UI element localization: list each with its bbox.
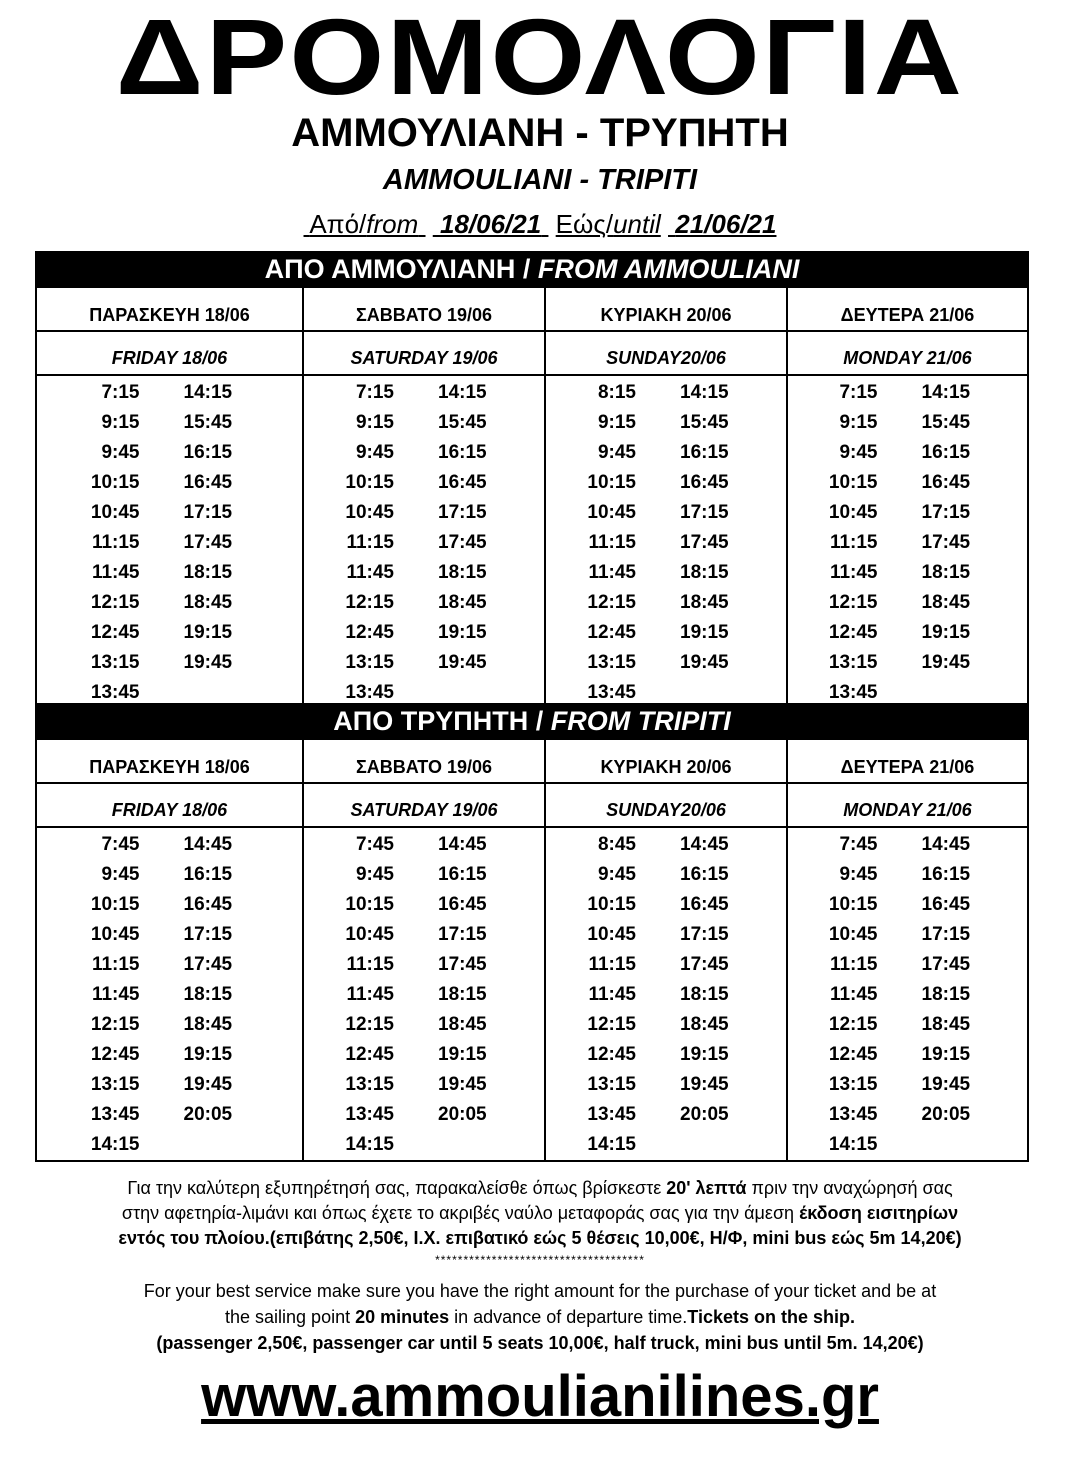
departure-time: 12:45 — [90, 1044, 140, 1065]
day-header-greek: ΔΕΥΤΕΡΑ 21/06 — [788, 288, 1027, 332]
departure-time: 19:15 — [438, 1044, 487, 1065]
departure-times-left — [37, 378, 170, 708]
departure-time: 12:45 — [828, 622, 878, 643]
departure-time: 12:45 — [587, 622, 636, 643]
departure-times-right — [908, 378, 1028, 708]
departure-time: 12:45 — [345, 622, 394, 643]
departure-time: 12:15 — [828, 592, 878, 613]
departure-time: 13:45 — [345, 682, 394, 703]
departure-time: 9:45 — [597, 442, 636, 463]
departure-time: 11:45 — [588, 562, 636, 583]
notice-gr-fares: εντός του πλοίου.(επιβάτης 2,50€, Ι.Χ. επιβατικό εώς 5 θέσεις 10,00€, Η/Φ, mini bus εώς 5m 14,20€) — [118, 1228, 962, 1248]
departure-time: 18:45 — [921, 592, 971, 613]
departure-time: 13:15 — [345, 1074, 394, 1095]
departure-time: 10:15 — [587, 894, 636, 915]
departure-time: 14:15 — [680, 382, 729, 403]
departure-time: 17:15 — [183, 924, 233, 945]
day-header-english: SATURDAY 19/06 — [304, 332, 544, 376]
departure-times-left — [788, 830, 908, 1160]
notice-gr-text-2: πριν την αναχώρησή σας — [746, 1178, 953, 1198]
departure-time: 11:15 — [829, 954, 878, 975]
departure-time: 15:45 — [183, 412, 233, 433]
departure-time: 18:15 — [183, 562, 233, 583]
departure-time: 16:45 — [921, 472, 971, 493]
day-column — [37, 288, 304, 708]
departure-time: 10:15 — [345, 472, 394, 493]
departure-time: 14:15 — [828, 1134, 878, 1155]
departure-time: 18:45 — [921, 1014, 971, 1035]
departure-time: 16:15 — [921, 442, 971, 463]
departure-time: 9:45 — [839, 864, 878, 885]
departure-time: 11:45 — [588, 984, 636, 1005]
departure-times-right — [666, 378, 786, 708]
departure-time: 11:45 — [829, 562, 878, 583]
direction-band — [37, 703, 1027, 740]
departure-time: 13:15 — [90, 1074, 140, 1095]
departure-time: 13:45 — [587, 1104, 636, 1125]
departure-time: 14:15 — [587, 1134, 636, 1155]
departure-time: 10:45 — [90, 502, 140, 523]
departure-time: 20:05 — [183, 1104, 233, 1125]
departure-time: 7:45 — [355, 834, 394, 855]
departure-time: 19:45 — [921, 1074, 971, 1095]
departure-times-right — [424, 830, 544, 1160]
departure-time: 17:15 — [183, 502, 233, 523]
band-greek: ΑΠΟ ΑΜΜΟΥΛΙΑΝΗ / — [264, 254, 538, 284]
day-header-english: MONDAY 21/06 — [788, 332, 1027, 376]
from-label-en: from — [366, 209, 419, 239]
departure-time: 17:15 — [921, 924, 971, 945]
departure-time: 19:15 — [680, 622, 729, 643]
departure-time: 13:45 — [587, 682, 636, 703]
departure-time: 16:45 — [921, 894, 971, 915]
departure-time: 9:15 — [839, 412, 878, 433]
notice-gr-text-3: στην αφετηρία-λιμάνι και όπως έχετε το ακριβές ναύλο μεταφοράς σας για την άμεση — [121, 1203, 800, 1223]
day-column — [304, 288, 546, 708]
departure-time: 14:15 — [438, 382, 487, 403]
departure-time: 15:45 — [438, 412, 487, 433]
departure-time: 19:15 — [921, 622, 971, 643]
departure-time: 20:05 — [438, 1104, 487, 1125]
notice-en-bold-1: 20 minutes — [355, 1307, 450, 1327]
departure-time: 10:15 — [828, 894, 878, 915]
band-english: FROM AMMOULIANI — [537, 254, 800, 284]
band-english: FROM TRIPITI — [550, 706, 731, 736]
departure-time: 10:15 — [90, 894, 140, 915]
departure-time: 13:45 — [90, 1104, 140, 1125]
departure-time: 13:15 — [828, 1074, 878, 1095]
route-greek: ΑΜΜΟΥΛΙΑΝΗ - ΤΡΥΠΗΤΗ — [291, 111, 789, 155]
departure-time: 9:45 — [101, 864, 140, 885]
departure-time: 10:15 — [587, 472, 636, 493]
departure-time: 12:45 — [587, 1044, 636, 1065]
departure-time: 14:15 — [345, 1134, 394, 1155]
departure-time: 11:45 — [829, 984, 878, 1005]
departure-time: 7:15 — [839, 382, 878, 403]
departure-time: 9:45 — [101, 442, 140, 463]
departure-time: 16:15 — [921, 864, 971, 885]
departure-time: 9:45 — [839, 442, 878, 463]
departure-times-left — [546, 378, 666, 708]
schedule-from-tripiti — [35, 703, 1029, 1162]
departure-time: 9:15 — [355, 412, 394, 433]
departure-time: 7:45 — [839, 834, 878, 855]
departure-times-left — [304, 830, 424, 1160]
departure-time: 16:45 — [183, 894, 233, 915]
notice-greek — [0, 1176, 1080, 1251]
departure-time: 13:15 — [345, 652, 394, 673]
departure-time: 19:45 — [438, 1074, 487, 1095]
notice-en-bold-2: Tickets on the ship. — [687, 1307, 855, 1327]
departure-time: 11:45 — [346, 984, 394, 1005]
departure-time: 13:45 — [828, 1104, 878, 1125]
schedule-from-ammouliani — [35, 251, 1029, 708]
departure-time: 14:45 — [921, 834, 971, 855]
departure-time: 10:45 — [587, 502, 636, 523]
departure-time: 13:15 — [587, 1074, 636, 1095]
departure-time: 11:45 — [346, 562, 394, 583]
until-label: Εώς/ — [555, 209, 614, 239]
day-header-english: SATURDAY 19/06 — [304, 784, 544, 828]
departure-time: 9:45 — [597, 864, 636, 885]
day-header-greek: ΔΕΥΤΕΡΑ 21/06 — [788, 740, 1027, 784]
departure-time: 16:15 — [183, 442, 233, 463]
departure-time: 10:45 — [587, 924, 636, 945]
departure-time: 16:45 — [438, 472, 487, 493]
band-greek: ΑΠΟ ΤΡΥΠΗΤΗ / — [333, 706, 551, 736]
departure-time: 19:45 — [680, 652, 729, 673]
departure-time: 18:15 — [438, 562, 487, 583]
departure-time: 19:45 — [183, 652, 233, 673]
page-title: ΔΡΟΜΟΛΟΓΙΑ — [115, 0, 965, 117]
departure-time: 10:15 — [90, 472, 140, 493]
departure-time: 17:15 — [438, 502, 487, 523]
departure-time: 18:15 — [921, 984, 971, 1005]
departure-time: 19:45 — [438, 652, 487, 673]
departure-time: 12:15 — [90, 592, 140, 613]
departure-time: 7:15 — [101, 382, 140, 403]
departure-time: 17:15 — [680, 924, 729, 945]
departure-time: 13:45 — [345, 1104, 394, 1125]
departure-time: 10:45 — [90, 924, 140, 945]
departure-time: 16:45 — [438, 894, 487, 915]
departure-time: 20:05 — [680, 1104, 729, 1125]
departure-time: 7:15 — [355, 382, 394, 403]
day-header-english: SUNDAY20/06 — [546, 784, 786, 828]
departure-time: 16:15 — [438, 442, 487, 463]
day-header-greek: ΚΥΡΙΑΚΗ 20/06 — [546, 740, 786, 784]
departure-time: 12:15 — [587, 592, 636, 613]
departure-time: 18:15 — [183, 984, 233, 1005]
day-header-english: SUNDAY20/06 — [546, 332, 786, 376]
day-column — [546, 288, 788, 708]
departure-time: 18:45 — [438, 592, 487, 613]
notice-gr-text-1: Για την καλύτερη εξυπηρέτησή σας, παρακαλείσθε όπως βρίσκεστε — [127, 1178, 667, 1198]
day-header-english: FRIDAY 18/06 — [37, 784, 302, 828]
departure-time: 15:45 — [680, 412, 729, 433]
departure-time: 16:15 — [183, 864, 233, 885]
departure-time: 12:45 — [90, 622, 140, 643]
departure-time: 10:45 — [345, 502, 394, 523]
day-header-greek: ΣΑΒΒΑΤΟ 19/06 — [304, 740, 544, 784]
departure-time: 10:15 — [828, 472, 878, 493]
day-header-greek: ΚΥΡΙΑΚΗ 20/06 — [546, 288, 786, 332]
departure-time: 16:15 — [680, 864, 729, 885]
departure-time: 10:45 — [828, 924, 878, 945]
departure-time: 13:15 — [587, 652, 636, 673]
departure-time: 12:15 — [345, 1014, 394, 1035]
departure-time: 16:45 — [680, 894, 729, 915]
departure-time: 11:45 — [91, 984, 140, 1005]
departure-time: 18:45 — [680, 592, 729, 613]
departure-time: 17:45 — [183, 532, 233, 553]
website-link[interactable]: www.ammoulianilines.gr — [201, 1364, 879, 1429]
day-column — [546, 740, 788, 1160]
departure-time: 8:45 — [597, 834, 636, 855]
departure-time: 10:15 — [345, 894, 394, 915]
departure-time: 13:45 — [90, 682, 140, 703]
departure-time: 11:15 — [588, 532, 636, 553]
departure-time: 14:45 — [680, 834, 729, 855]
departure-time: 17:45 — [438, 954, 487, 975]
departure-time: 10:45 — [345, 924, 394, 945]
departure-time: 19:15 — [183, 1044, 233, 1065]
departure-time: 17:45 — [680, 532, 729, 553]
departure-time: 17:15 — [921, 502, 971, 523]
departure-time: 18:45 — [183, 592, 233, 613]
day-header-greek: ΣΑΒΒΑΤΟ 19/06 — [304, 288, 544, 332]
departure-time: 13:15 — [90, 652, 140, 673]
departure-times-right — [170, 378, 303, 708]
departure-time: 11:45 — [91, 562, 140, 583]
departure-time: 18:15 — [680, 562, 729, 583]
departure-time: 18:15 — [438, 984, 487, 1005]
departure-time: 19:45 — [921, 652, 971, 673]
departure-time: 9:45 — [355, 864, 394, 885]
departure-time: 19:15 — [921, 1044, 971, 1065]
departure-time: 14:15 — [921, 382, 971, 403]
departure-time: 19:15 — [183, 622, 233, 643]
departure-times-left — [37, 830, 170, 1160]
departure-time: 8:15 — [597, 382, 636, 403]
route-english: AMMOULIANI - TRIPITI — [382, 164, 698, 196]
departure-time: 12:45 — [345, 1044, 394, 1065]
departure-time: 11:15 — [91, 532, 140, 553]
date-range — [0, 207, 1080, 241]
departure-time: 19:15 — [438, 622, 487, 643]
departure-time: 9:15 — [597, 412, 636, 433]
departure-time: 15:45 — [921, 412, 971, 433]
day-column — [788, 740, 1027, 1160]
day-column — [788, 288, 1027, 708]
departure-time: 18:45 — [680, 1014, 729, 1035]
until-date: 21/06/21 — [675, 209, 777, 239]
departure-time: 12:15 — [828, 1014, 878, 1035]
direction-band — [37, 251, 1027, 288]
departure-time: 12:15 — [345, 592, 394, 613]
departure-time: 17:45 — [921, 532, 971, 553]
departure-times-right — [170, 830, 303, 1160]
departure-times-right — [908, 830, 1028, 1160]
departure-time: 18:45 — [438, 1014, 487, 1035]
notice-en-text-2a: the sailing point — [225, 1307, 356, 1327]
departure-time: 17:15 — [438, 924, 487, 945]
departure-time: 11:15 — [346, 532, 394, 553]
departure-times-left — [546, 830, 666, 1160]
departure-time: 18:45 — [183, 1014, 233, 1035]
departure-time: 17:45 — [183, 954, 233, 975]
notice-english — [0, 1278, 1080, 1356]
departure-time: 17:45 — [680, 954, 729, 975]
notice-en-text-2b: in advance of departure time. — [449, 1307, 688, 1327]
from-label: Από/ — [309, 209, 367, 239]
departure-time: 12:15 — [90, 1014, 140, 1035]
departure-time: 9:45 — [355, 442, 394, 463]
departure-time: 14:15 — [183, 382, 233, 403]
departure-time: 14:45 — [183, 834, 233, 855]
departure-time: 19:15 — [680, 1044, 729, 1065]
departure-time: 11:15 — [588, 954, 636, 975]
departure-time: 16:15 — [680, 442, 729, 463]
notice-gr-bold-1: 20' λεπτά — [666, 1178, 747, 1198]
departure-time: 19:45 — [680, 1074, 729, 1095]
day-header-english: FRIDAY 18/06 — [37, 332, 302, 376]
until-label-en: until — [613, 209, 661, 239]
departure-time: 20:05 — [921, 1104, 971, 1125]
day-header-english: MONDAY 21/06 — [788, 784, 1027, 828]
departure-time: 17:15 — [680, 502, 729, 523]
from-date: 18/06/21 — [439, 209, 542, 239]
departure-time: 14:15 — [90, 1134, 140, 1155]
departure-time: 18:15 — [680, 984, 729, 1005]
departure-time: 13:15 — [828, 652, 878, 673]
departure-time: 17:45 — [438, 532, 487, 553]
day-column — [37, 740, 304, 1160]
departure-time: 10:45 — [828, 502, 878, 523]
notice-en-fares: (passenger 2,50€, passenger car until 5 seats 10,00€, half truck, mini bus until 5m. 14,20€) — [156, 1333, 924, 1353]
departure-time: 18:15 — [921, 562, 971, 583]
departure-time: 19:45 — [183, 1074, 233, 1095]
separator-stars: ************************************* — [435, 1253, 645, 1267]
departure-time: 12:45 — [828, 1044, 878, 1065]
notice-gr-bold-2: έκδοση εισιτηρίων — [799, 1203, 959, 1223]
departure-time: 11:15 — [346, 954, 394, 975]
departure-time: 16:15 — [438, 864, 487, 885]
departure-times-left — [304, 378, 424, 708]
departure-time: 11:15 — [91, 954, 140, 975]
departure-times-right — [666, 830, 786, 1160]
day-header-greek: ΠΑΡΑΣΚΕΥΗ 18/06 — [37, 740, 302, 784]
departure-time: 16:45 — [680, 472, 729, 493]
day-column — [304, 740, 546, 1160]
departure-time: 14:45 — [438, 834, 487, 855]
departure-time: 11:15 — [829, 532, 878, 553]
departure-time: 16:45 — [183, 472, 233, 493]
departure-time: 12:15 — [587, 1014, 636, 1035]
day-header-greek: ΠΑΡΑΣΚΕΥΗ 18/06 — [37, 288, 302, 332]
departure-time: 17:45 — [921, 954, 971, 975]
departure-time: 7:45 — [101, 834, 140, 855]
departure-time: 9:15 — [101, 412, 140, 433]
notice-en-line-1: For your best service make sure you have the right amount for the purchase of your ticket and be at — [143, 1281, 937, 1301]
departure-time: 13:45 — [828, 682, 878, 703]
departure-times-right — [424, 378, 544, 708]
departure-times-left — [788, 378, 908, 708]
